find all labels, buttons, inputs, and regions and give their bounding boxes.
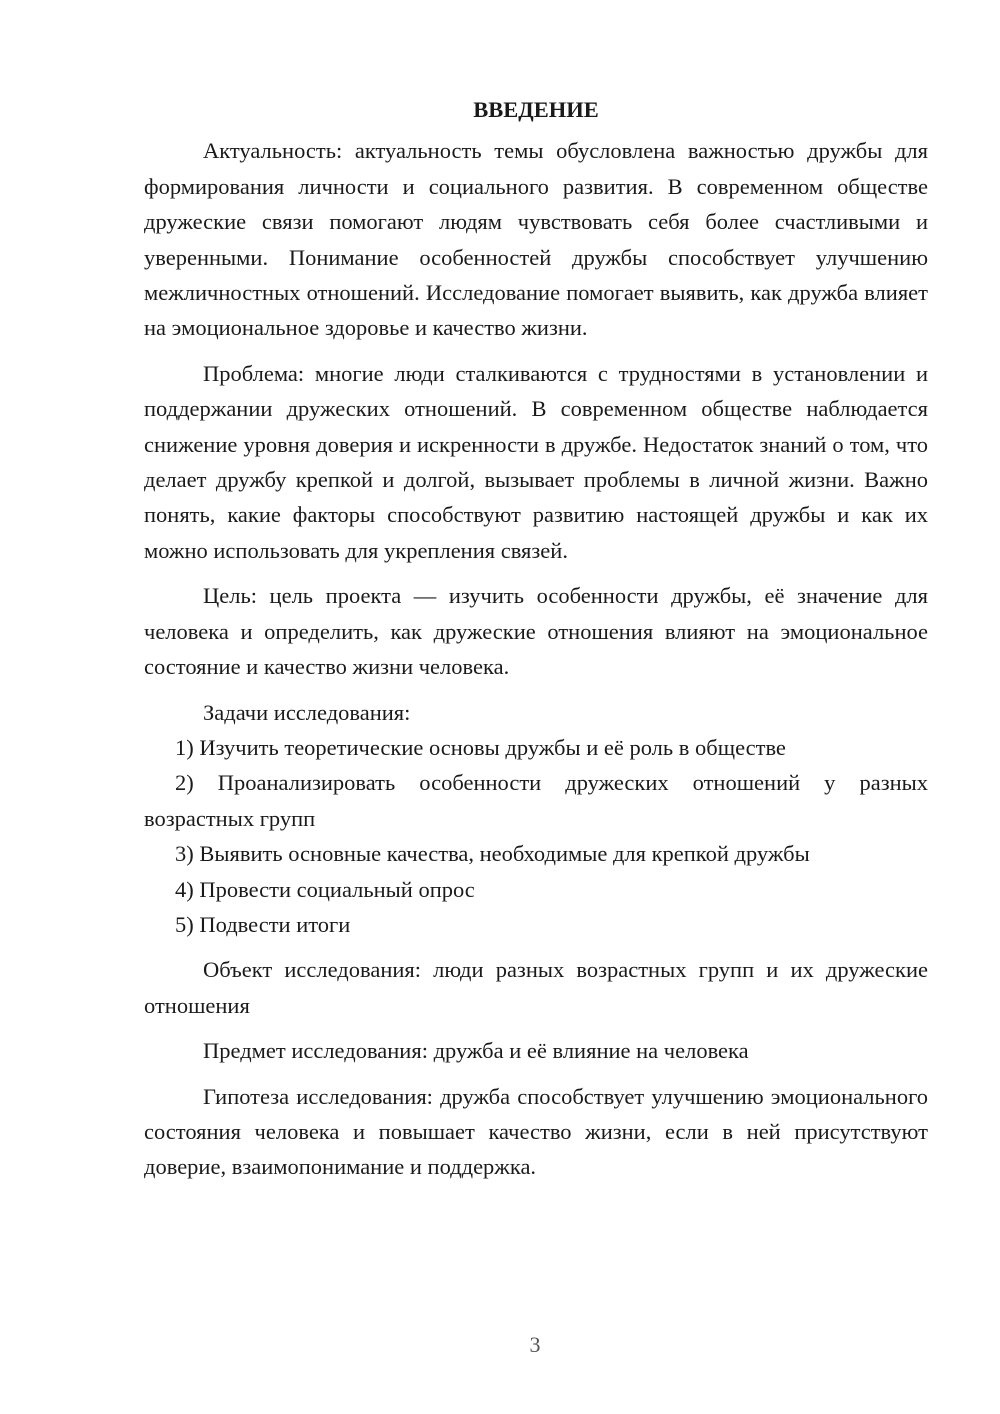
page-title: ВВЕДЕНИЕ (473, 97, 599, 122)
tasks-heading: Задачи исследования: (203, 699, 411, 725)
hypothesis-paragraph: Гипотеза исследования: дружба способствует улучшению эмоционального состояния человека и повышает качество жизни, если в ней присутствуют доверие, взаимопонимание и поддержка. (144, 1083, 928, 1180)
task-item-5: 5) Подвести итоги (175, 911, 351, 937)
page-number: 3 (529, 1332, 541, 1357)
relevance-paragraph: Актуальность: актуальность темы обусловлена важностью дружбы для формирования личности и социального развития. В современном обществе дружеские связи помогают людям чувствовать себя более счастливыми и уверенными. Понимание особенностей дружбы способствует улучшению межличностных отношений. Исследование помогает выявить, как дружба влияет на эмоциональное здоровье и качество жизни. (144, 138, 928, 341)
subject-paragraph: Предмет исследования: дружба и её влияние на человека (203, 1038, 749, 1064)
document-page (144, 92, 928, 1185)
task-item-4: 4) Провести социальный опрос (175, 876, 475, 902)
task-item-3: 3) Выявить основные качества, необходимые для крепкой дружбы (175, 841, 810, 867)
goal-paragraph: Цель: цель проекта — изучить особенности дружбы, её значение для человека и определить, как дружеские отношения влияют на эмоциональное состояние и качество жизни человека. (144, 583, 928, 680)
task-item-1: 1) Изучить теоретические основы дружбы и её роль в обществе (175, 734, 786, 760)
problem-paragraph: Проблема: многие люди сталкиваются с трудностями в установлении и поддержании дружеских отношений. В современном обществе наблюдается снижение уровня доверия и искренности в дружбе. Недостаток знаний о том, что делает дружбу крепкой и долгой, вызывает проблемы в личной жизни. Важно понять, какие факторы способствуют развитию настоящей дружбы и как их можно использовать для укрепления связей. (144, 360, 928, 563)
object-paragraph: Объект исследования: люди разных возрастных групп и их дружеские отношения (144, 957, 928, 1018)
task-item-2: 2) Проанализировать особенности дружеских отношений у разных возрастных групп (144, 770, 928, 831)
